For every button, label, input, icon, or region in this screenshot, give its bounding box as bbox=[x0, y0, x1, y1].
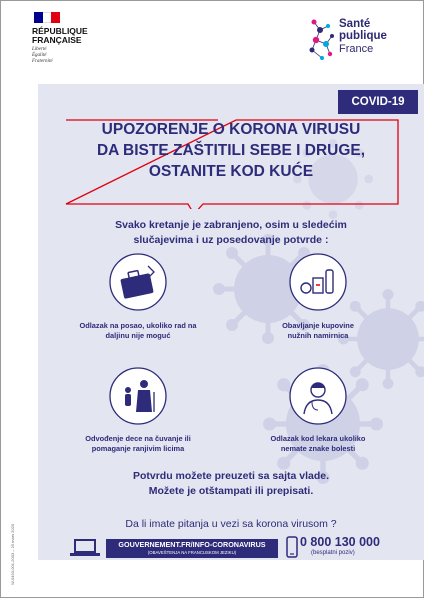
hotline-note: (besplatni poziv) bbox=[311, 550, 355, 556]
intro-text: Svako kretanje je zabranjeno, osim u sledećim slučajevima i uz posedovanje potvrde : bbox=[115, 219, 347, 246]
questions-prompt: Da li imate pitanja u vezi sa korona virusom ? bbox=[125, 518, 337, 530]
case-caption-groceries: Obavljanje kupovine nužnih namirnica bbox=[282, 321, 354, 340]
website-url-note: (OBAVEŠTENJA NA FRANCUSKOM JEZIKU) bbox=[147, 550, 237, 555]
republique-francaise-logo bbox=[32, 12, 112, 65]
headline: UPOZORENJE O KORONA VIRUSU DA BISTE ZAŠTITILI SEBE I DRUGE, OSTANITE KOD KUĆE bbox=[96, 121, 366, 180]
logo-word-france: France bbox=[339, 43, 374, 55]
logo-word-publique: publique bbox=[339, 30, 387, 42]
covid-badge: COVID-19 bbox=[338, 90, 418, 114]
republique-title: RÉPUBLIQUE FRANÇAISE bbox=[32, 26, 88, 45]
phone-icon bbox=[286, 536, 298, 558]
french-flag-icon bbox=[34, 12, 60, 23]
hotline-number[interactable]: 0 800 130 000 bbox=[300, 535, 380, 549]
certificate-info: Potvrdu možete preuzeti sa sajta vlade. Možete je otštampati ili prepisati. bbox=[132, 470, 330, 497]
laptop-icon bbox=[70, 538, 100, 558]
sante-publique-france-logo bbox=[306, 16, 416, 66]
molecule-logo-icon bbox=[306, 16, 338, 64]
case-caption-work: Odlazak na posao, ukoliko rad na daljinu nije moguć bbox=[79, 321, 197, 340]
document-reference: W-0493-001-2003 – 25 mars 2020 bbox=[10, 523, 15, 585]
government-website-link[interactable] bbox=[106, 539, 278, 558]
website-url: GOUVERNEMENT.FR/INFO-CORONAVIRUS bbox=[118, 540, 266, 549]
work-icon bbox=[108, 252, 168, 312]
doctor-icon bbox=[288, 366, 348, 426]
groceries-icon bbox=[288, 252, 348, 312]
republique-motto: Liberté Égalité Fraternité bbox=[32, 47, 53, 64]
case-caption-doctor: Odlazak kod lekara ukoliko nemate znake bolesti bbox=[270, 434, 366, 453]
case-caption-family-care: Odvođenje dece na čuvanje ili pomaganje ranjivim licima bbox=[85, 434, 191, 453]
family-care-icon bbox=[108, 366, 168, 426]
main-panel bbox=[38, 84, 424, 560]
logo-word-sante: Santé bbox=[339, 18, 371, 30]
